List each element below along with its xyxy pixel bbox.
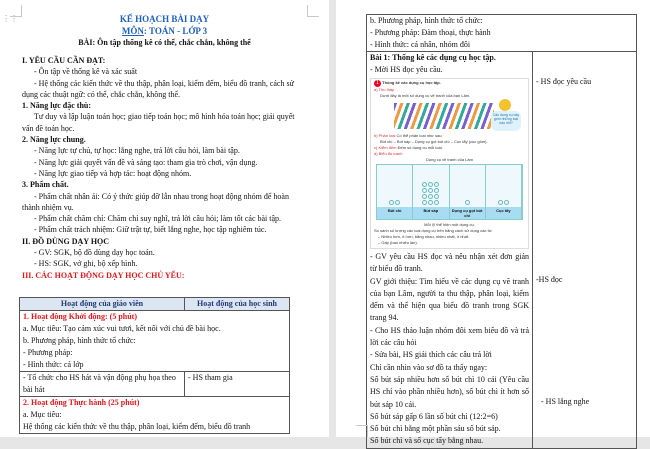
pictograph-icon (428, 188, 433, 193)
activity-table (19, 297, 290, 434)
pictograph-icon (422, 194, 427, 199)
chart-column (377, 165, 413, 219)
cell-line: b. Phương pháp, hình thức tổ chức: (370, 16, 483, 25)
body-text: dụng các thuật ngữ: có thể, chắc chắn, không thể. (22, 89, 181, 99)
body-text: vấn đề toán học. (22, 123, 75, 133)
pictograph-icon (434, 194, 439, 199)
document-page-1 (0, 0, 329, 437)
figure-step: b) Phân loại (374, 133, 396, 138)
cell-line: - Hình thức: cả lớp (23, 360, 84, 369)
section-heading: 3. Phẩm chất. (22, 180, 69, 190)
body-text: - Ôn tập về thống kê và xác suất (34, 67, 138, 77)
doc-title: KẾ HOẠCH BÀI DẠY (119, 14, 210, 24)
body-text: thành nhiệm vụ. (22, 202, 74, 212)
activity-2-title: 2. Hoạt động Thực hành (25 phút) (23, 398, 140, 407)
column-label: Dụng cụ gọt bút chì (450, 207, 485, 219)
body-text: - Phẩm chất chăm chỉ: Chăm chỉ suy nghĩ, trả lời câu hỏi; làm tốt các bài tập. (34, 214, 282, 224)
chart-column (413, 165, 449, 219)
cell-line: b. Phương pháp, hình thức tổ chức: (23, 336, 136, 345)
chart-title: Dụng cụ vẽ tranh của Lâm (426, 157, 473, 162)
teacher-line: Số bút sáp nhiều hơn số bút chì 10 cái (Yêu cầu HS chỉ vào phần nhiều hơn), số bút chì ít hơn số bút sáp 10 cái. (370, 374, 529, 409)
figure-heading: Thống kê các dụng cụ học tập. (382, 80, 441, 85)
section-heading: 2. Năng lực chung. (22, 135, 86, 145)
body-text: - Năng lực giải quyết vấn đề và sáng tạo: tham gia trò chơi, vận dụng. (34, 157, 258, 167)
speech-bubble: Các dụng cụ này gồm những loại nào nhỉ? (491, 111, 521, 131)
pictograph-icon (428, 182, 433, 187)
teacher-line: GV giới thiệu: Tìm hiểu về các dụng cụ vẽ tranh của bạn Lâm, người ta thu thập, phân loại, kiểm đếm và thể hiện qua biểu đồ tranh trong SGK trang 94. (370, 276, 529, 323)
figure-question: – Gấp (bao nhiêu lần). (378, 240, 418, 245)
figure-text: Đếm số dụng cụ mỗi loại. (397, 145, 443, 150)
exercise-1-title: Bài 1: Thống kê các dụng cụ học tập. (370, 53, 496, 62)
body-text: - GV: SGK, bộ đồ dùng dạy học toán. (34, 248, 155, 258)
cell-line: a. Mục tiêu: Tạo cảm xúc vui tươi, kết nối với chủ đề bài học. (23, 324, 221, 333)
requirements-section (0, 55, 329, 281)
body-text: - Năng lực giao tiếp và hợp tác: hoạt động nhóm. (34, 168, 192, 178)
pictograph-icon (428, 194, 433, 199)
exercise-number-badge: 1 (374, 80, 381, 87)
teacher-line: - GV yêu cầu HS đọc và nêu nhận xét đơn giản từ biểu đồ tranh. (370, 252, 529, 274)
student-cell: - HS tham gia (185, 372, 290, 397)
activity-1-title: 1. Hoạt động Khởi động: (5 phút) (23, 312, 138, 321)
cell-line: - Phương pháp: (23, 348, 73, 357)
pictograph-icon (389, 200, 394, 205)
section-heading: I. YÊU CẦU CẦN ĐẠT: (22, 56, 106, 65)
teacher-line: - Sửa bài, HS giải thích các câu trả lời (370, 350, 492, 360)
figure-text: Có thể phân loại như sau: (396, 133, 443, 138)
student-line: - HS lắng nghe (541, 397, 590, 406)
figure-step: a) Thu thập (374, 87, 395, 92)
lesson-title: BÀI: Ôn tập thống kê có thể, chắc chắn, không thể (78, 38, 251, 47)
margin-corner (356, 425, 368, 437)
column-label: Bút sáp (413, 207, 448, 219)
student-line: - HS đọc yêu cầu (536, 77, 592, 86)
pictograph-icon (434, 188, 439, 193)
figure-text: Bút chì – Bút sáp – Dụng cụ gọt bút chì – Cục tẩy (cục gôm). (380, 139, 488, 144)
chart-column (486, 165, 522, 219)
pictograph-icon (422, 200, 427, 205)
column-header: Hoạt động của giáo viên (20, 298, 185, 311)
pictograph-icon (465, 200, 470, 205)
drawing-tools-image (374, 99, 525, 133)
column-header: Hoạt động của học sinh (185, 298, 290, 311)
figure-question: So sánh số lượng các loại dụng cụ trên bằng cách sử dụng các từ: (374, 228, 493, 233)
pictograph-icon (422, 188, 427, 193)
teacher-cell: - Tổ chức cho HS hát và vận động phụ họa theo bài hát (20, 372, 185, 397)
pictograph-icon (395, 200, 400, 205)
body-text: - Hệ thống các kiến thức về thu thập, phân loại, kiểm đếm, biểu đồ tranh, cách sử (34, 78, 294, 88)
body-text: Tư duy và lập luận toán học; giao tiếp toán học; mô hình hóa toán học; giải quyết (34, 112, 295, 122)
teacher-line: Chỉ cần nhìn vào sơ đồ ta thấy ngay: (370, 362, 488, 372)
pictograph-icon (504, 200, 509, 205)
body-text: - Năng lực tự chủ, tự học: lắng nghe, trả lời câu hỏi, làm bài tập. (34, 146, 240, 156)
teacher-line: Số bút chì bằng một phần sáu số bút sáp. (370, 424, 501, 434)
section-heading: II. ĐỒ DÙNG DẠY HỌC (22, 236, 110, 246)
chart-column (450, 165, 486, 219)
section-heading: III. CÁC HOẠT ĐỘNG DẠY HỌC CHỦ YẾU: (22, 270, 185, 280)
doc-subject: MÔN: TOÁN - LỚP 3 (121, 26, 208, 36)
cell-line: a. Mục tiêu: (23, 410, 62, 419)
teacher-line: Số bút chì và số cục tẩy bằng nhau. (370, 436, 484, 446)
figure-text: Dưới đây là một số dụng cụ vẽ tranh của bạn Lâm. (380, 93, 471, 98)
drag-handle-icon[interactable]: ⋮⋮ (2, 14, 18, 23)
cell-line: - Phương pháp: Đàm thoại, thực hành (370, 28, 491, 37)
picture-chart (376, 164, 523, 220)
figure-step: d) Biểu đồ tranh (374, 151, 403, 156)
body-text: - HS: SGK, vở ghi, bộ xếp hình. (34, 259, 138, 269)
figure-step: c) Kiểm đếm (374, 145, 397, 150)
column-label: Bút chì (377, 207, 412, 219)
body-text: - Phẩm chất nhân ái: Có ý thức giúp đỡ lẫn nhau trong hoạt động nhóm để hoàn (34, 191, 289, 201)
pictograph-icon (498, 200, 503, 205)
textbook-figure (370, 78, 529, 249)
document-page-2 (336, 0, 650, 446)
pictograph-icon (434, 182, 439, 187)
pictograph-icon (428, 200, 433, 205)
cell-line: Hệ thống các kiến thức về thu thập, phân loại, kiểm đếm, biểu đồ tranh (23, 422, 251, 431)
student-line: -HS đọc (536, 275, 563, 284)
pictograph-icon (434, 200, 439, 205)
activity-table-continued (366, 14, 637, 449)
teacher-line: Số bút sáp gấp 6 lần số bút chì (12:2=6) (370, 411, 498, 421)
section-heading: 1. Năng lực đặc thù: (22, 101, 92, 111)
cell-line: - Hình thức: cá nhân, nhóm đôi (370, 40, 471, 49)
chart-legend: Mỗi ◎ thể hiện một dụng cụ. (424, 222, 475, 227)
teacher-line: - Mời HS đọc yêu cầu. (370, 65, 443, 74)
figure-question: – Nhiều hơn, ít hơn, bằng nhau, nhiều nhất, ít nhất. (378, 234, 470, 239)
body-text: - Phẩm chất trách nhiệm: Giữ trật tự, biết lắng nghe, học tập nghiêm túc. (34, 225, 267, 235)
column-label: Cục tẩy (486, 207, 521, 219)
teacher-line: - Cho HS thảo luận nhóm đôi xem biểu đồ và trả lời các câu hỏi (370, 325, 529, 348)
pictograph-icon (422, 182, 427, 187)
